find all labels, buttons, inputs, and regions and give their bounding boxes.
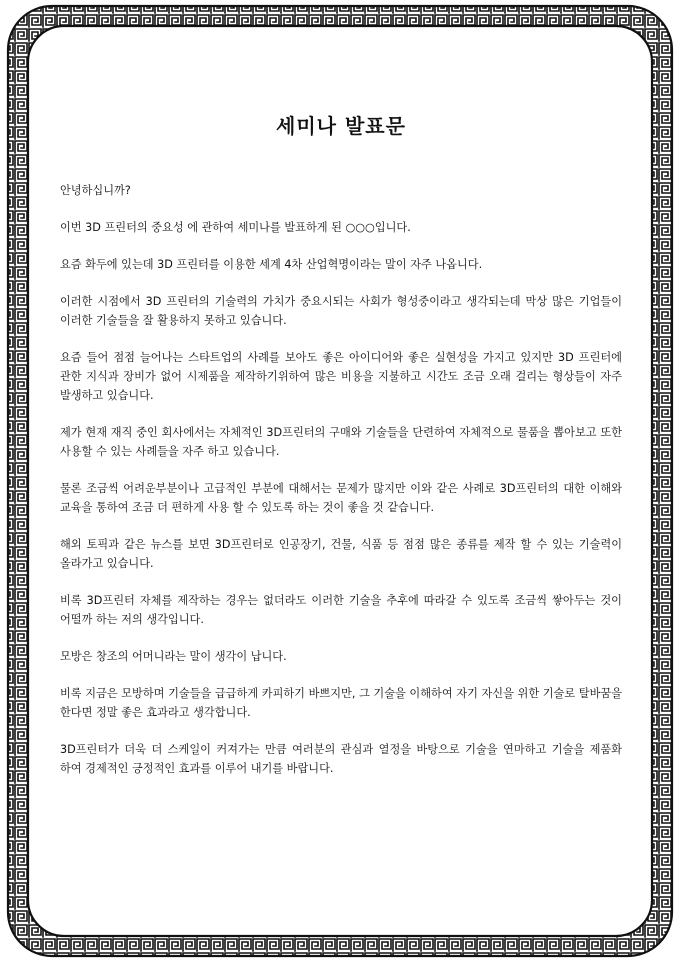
document-body [60, 110, 622, 796]
paragraph-topic: 요즘 화두에 있는데 3D 프린터를 이용한 세계 4차 산업혁명이라는 말이 자주 나옵니다. [60, 258, 483, 271]
paragraph-greeting: 안녕하십니까? [60, 184, 131, 197]
document-title: 세미나 발표문 [276, 114, 406, 138]
paragraph-company-example: 제가 현재 재직 중인 회사에서는 자체적인 3D프린터의 구매와 기술들을 단련하여 자체적으로 물품을 뽑아보고 또한 사용할 수 있는 사례들을 자주 하고 있습니다. [60, 426, 622, 458]
paragraph-opinion: 비록 3D프린터 자체를 제작하는 경우는 없더라도 이러한 기술을 추후에 따라갈 수 있도록 조금씩 쌓아두는 것이 어떨까 하는 저의 생각입니다. [60, 594, 622, 626]
paragraph-introduction: 이번 3D 프린터의 중요성 에 관하여 세미나를 발표하게 된 ○○○입니다. [60, 221, 411, 234]
paragraph-imitation: 비록 지금은 모방하며 기술들을 급급하게 카피하기 바쁘지만, 그 기술을 이해하여 자기 자신을 위한 기술로 탈바꿈을 한다면 정말 좋은 효과라고 생각합니다. [60, 687, 622, 719]
paragraph-current-state: 이러한 시점에서 3D 프린터의 기술력의 가치가 중요시되는 사회가 형성중이라고 생각되는데 막상 많은 기업들이 이러한 기술들을 잘 활용하지 못하고 있습니다. [60, 295, 622, 327]
paragraph-closing: 3D프린터가 더욱 더 스케일이 커져가는 만큼 여러분의 관심과 열정을 바탕으로 기술을 연마하고 기술을 제품화 하여 경제적인 긍정적인 효과를 이루어 내기를 바랍니다. [60, 743, 622, 775]
paragraph-proverb: 모방은 창조의 어머니라는 말이 생각이 납니다. [60, 650, 287, 663]
paragraph-startup-cases: 요즘 들어 점점 늘어나는 스타트업의 사례를 보아도 좋은 아이디어와 좋은 실현성을 가지고 있지만 3D 프린터에 관한 지식과 장비가 없어 시제품을 제작하기위하여 많은 비용을 지불하고 시간도 조금 오래 걸리는 형상들이 자주 발생하고 있습니다. [60, 351, 622, 402]
paragraph-overseas-news: 해외 토픽과 같은 뉴스를 보면 3D프린터로 인공장기, 건물, 식품 등 점점 많은 종류를 제작 할 수 있는 기술력이 올라가고 있습니다. [60, 538, 622, 570]
paragraph-education: 물론 조금씩 어려운부분이나 고급적인 부분에 대해서는 문제가 많지만 이와 같은 사례로 3D프린터의 대한 이해와 교육을 통하여 조금 더 편하게 사용 할 수 있도록 하는 것이 좋을 것 같습니다. [60, 482, 622, 514]
